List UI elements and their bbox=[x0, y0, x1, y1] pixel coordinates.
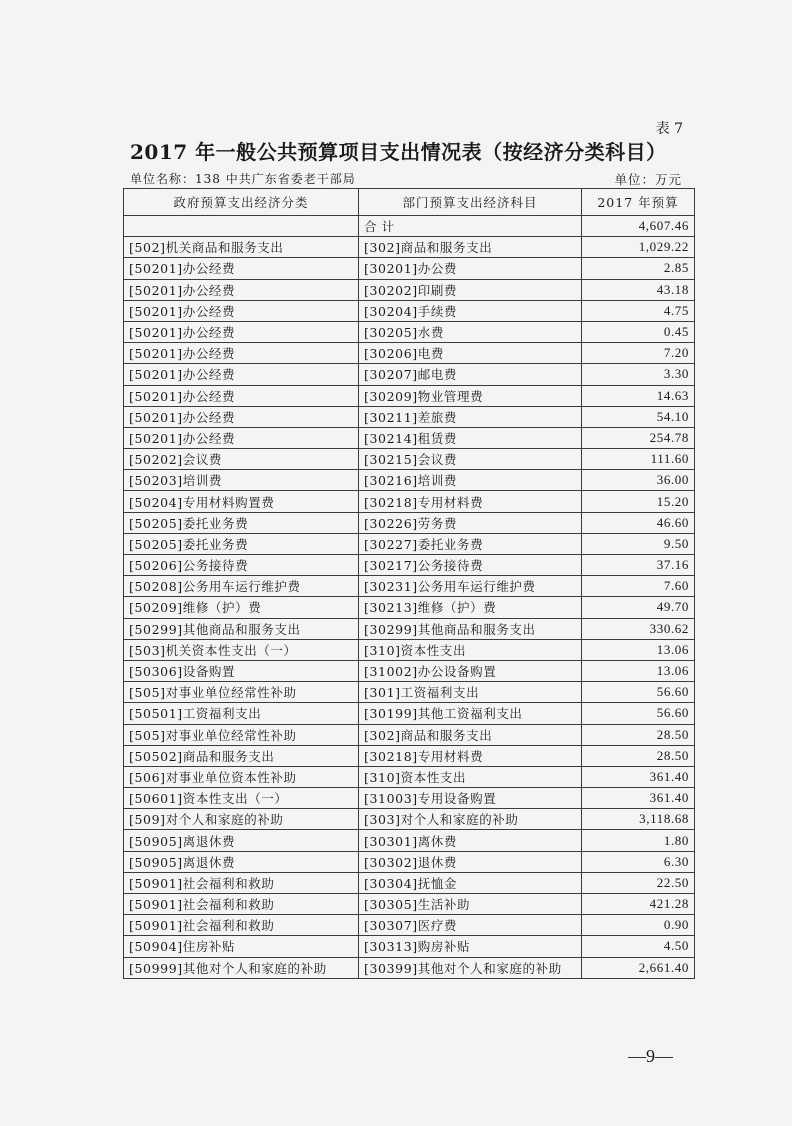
table-row bbox=[124, 470, 695, 491]
table-row bbox=[124, 639, 695, 660]
amount-cell: 28.50 bbox=[582, 724, 695, 745]
gov-category-cell: [50501]工资福利支出 bbox=[124, 703, 359, 724]
table-row bbox=[124, 576, 695, 597]
gov-category-cell: [50202]会议费 bbox=[124, 449, 359, 470]
gov-category-cell: [50201]办公经费 bbox=[124, 364, 359, 385]
amount-cell: 4.50 bbox=[582, 936, 695, 957]
gov-category-cell: [50905]离退休费 bbox=[124, 851, 359, 872]
table-row bbox=[124, 703, 695, 724]
gov-category-cell: [50201]办公经费 bbox=[124, 427, 359, 448]
amount-cell: 49.70 bbox=[582, 597, 695, 618]
dept-category-cell: [30227]委托业务费 bbox=[359, 533, 582, 554]
gov-category-cell: [506]对事业单位资本性补助 bbox=[124, 766, 359, 787]
amount-cell: 1.80 bbox=[582, 830, 695, 851]
dept-category-cell: [30199]其他工资福利支出 bbox=[359, 703, 582, 724]
gov-category-cell: [50201]办公经费 bbox=[124, 343, 359, 364]
gov-category-cell: [50206]公务接待费 bbox=[124, 555, 359, 576]
table-header-row bbox=[124, 189, 695, 216]
table-row bbox=[124, 872, 695, 893]
amount-cell: 1,029.22 bbox=[582, 237, 695, 258]
gov-category-cell: [50306]设备购置 bbox=[124, 660, 359, 681]
table-number-label: 表 7 bbox=[655, 121, 683, 137]
amount-cell: 254.78 bbox=[582, 427, 695, 448]
amount-cell: 28.50 bbox=[582, 745, 695, 766]
table-row bbox=[124, 660, 695, 681]
gov-category-cell: [505]对事业单位经常性补助 bbox=[124, 682, 359, 703]
gov-category-cell: [50209]维修（护）费 bbox=[124, 597, 359, 618]
gov-category-cell: [50999]其他对个人和家庭的补助 bbox=[124, 957, 359, 978]
amount-cell: 15.20 bbox=[582, 491, 695, 512]
gov-category-cell: [50601]资本性支出（一） bbox=[124, 788, 359, 809]
gov-category-cell: [50901]社会福利和救助 bbox=[124, 872, 359, 893]
column-header-gov: 政府预算支出经济分类 bbox=[124, 189, 359, 216]
dept-category-cell: [30213]维修（护）费 bbox=[359, 597, 582, 618]
table-row bbox=[124, 809, 695, 830]
amount-cell: 7.60 bbox=[582, 576, 695, 597]
dept-category-cell: [30299]其他商品和服务支出 bbox=[359, 618, 582, 639]
dept-category-cell: [30205]水费 bbox=[359, 321, 582, 342]
amount-cell: 46.60 bbox=[582, 512, 695, 533]
table-row bbox=[124, 491, 695, 512]
page-number: —9— bbox=[628, 1046, 673, 1066]
dept-category-cell: [30218]专用材料费 bbox=[359, 491, 582, 512]
amount-cell: 7.20 bbox=[582, 343, 695, 364]
amount-cell: 330.62 bbox=[582, 618, 695, 639]
dept-category-cell: [31002]办公设备购置 bbox=[359, 660, 582, 681]
dept-category-cell: [302]商品和服务支出 bbox=[359, 724, 582, 745]
gov-category-cell: [50502]商品和服务支出 bbox=[124, 745, 359, 766]
gov-category-cell: [50203]培训费 bbox=[124, 470, 359, 491]
dept-category-cell: [30211]差旅费 bbox=[359, 406, 582, 427]
table-row bbox=[124, 788, 695, 809]
dept-category-cell: [30215]会议费 bbox=[359, 449, 582, 470]
gov-category-cell: [503]机关资本性支出（一） bbox=[124, 639, 359, 660]
gov-category-cell: [50201]办公经费 bbox=[124, 321, 359, 342]
total-value: 4,607.46 bbox=[582, 216, 695, 237]
dept-category-cell: [30307]医疗费 bbox=[359, 915, 582, 936]
dept-category-cell: [30204]手续费 bbox=[359, 300, 582, 321]
column-header-amount: 2017 年预算 bbox=[582, 189, 695, 216]
table-row bbox=[124, 766, 695, 787]
table-row bbox=[124, 279, 695, 300]
table-row bbox=[124, 512, 695, 533]
total-label: 合 计 bbox=[359, 216, 582, 237]
amount-cell: 56.60 bbox=[582, 682, 695, 703]
dept-category-cell: [31003]专用设备购置 bbox=[359, 788, 582, 809]
unit-name: 单位名称：138 中共广东省委老干部局 bbox=[130, 172, 356, 186]
table-row bbox=[124, 258, 695, 279]
table-row bbox=[124, 237, 695, 258]
amount-cell: 3,118.68 bbox=[582, 809, 695, 830]
amount-cell: 54.10 bbox=[582, 406, 695, 427]
gov-category-cell: [505]对事业单位经常性补助 bbox=[124, 724, 359, 745]
amount-cell: 2.85 bbox=[582, 258, 695, 279]
table-row bbox=[124, 406, 695, 427]
amount-cell: 13.06 bbox=[582, 639, 695, 660]
dept-category-cell: [30202]印刷费 bbox=[359, 279, 582, 300]
dept-category-cell: [310]资本性支出 bbox=[359, 766, 582, 787]
amount-cell: 4.75 bbox=[582, 300, 695, 321]
amount-cell: 2,661.40 bbox=[582, 957, 695, 978]
gov-category-cell: [50205]委托业务费 bbox=[124, 533, 359, 554]
dept-category-cell: [302]商品和服务支出 bbox=[359, 237, 582, 258]
total-empty-cell bbox=[124, 216, 359, 237]
dept-category-cell: [30206]电费 bbox=[359, 343, 582, 364]
amount-cell: 421.28 bbox=[582, 894, 695, 915]
dept-category-cell: [30214]租赁费 bbox=[359, 427, 582, 448]
amount-cell: 22.50 bbox=[582, 872, 695, 893]
amount-cell: 56.60 bbox=[582, 703, 695, 724]
page-title: 2017 年一般公共预算项目支出情况表（按经济分类科目） bbox=[130, 140, 667, 164]
table-row bbox=[124, 851, 695, 872]
unit-label: 单位：万元 bbox=[614, 172, 682, 187]
dept-category-cell: [30305]生活补助 bbox=[359, 894, 582, 915]
table-row bbox=[124, 745, 695, 766]
dept-category-cell: [30399]其他对个人和家庭的补助 bbox=[359, 957, 582, 978]
table-row bbox=[124, 724, 695, 745]
gov-category-cell: [50299]其他商品和服务支出 bbox=[124, 618, 359, 639]
table-row bbox=[124, 957, 695, 978]
table-row bbox=[124, 894, 695, 915]
dept-category-cell: [310]资本性支出 bbox=[359, 639, 582, 660]
amount-cell: 6.30 bbox=[582, 851, 695, 872]
gov-category-cell: [50208]公务用车运行维护费 bbox=[124, 576, 359, 597]
gov-category-cell: [50201]办公经费 bbox=[124, 279, 359, 300]
table-row bbox=[124, 682, 695, 703]
amount-cell: 0.90 bbox=[582, 915, 695, 936]
dept-category-cell: [30304]抚恤金 bbox=[359, 872, 582, 893]
gov-category-cell: [50201]办公经费 bbox=[124, 258, 359, 279]
dept-category-cell: [30302]退休费 bbox=[359, 851, 582, 872]
gov-category-cell: [50201]办公经费 bbox=[124, 300, 359, 321]
gov-category-cell: [509]对个人和家庭的补助 bbox=[124, 809, 359, 830]
gov-category-cell: [50205]委托业务费 bbox=[124, 512, 359, 533]
dept-category-cell: [30201]办公费 bbox=[359, 258, 582, 279]
amount-cell: 43.18 bbox=[582, 279, 695, 300]
table-row bbox=[124, 449, 695, 470]
amount-cell: 0.45 bbox=[582, 321, 695, 342]
table-row bbox=[124, 321, 695, 342]
amount-cell: 3.30 bbox=[582, 364, 695, 385]
gov-category-cell: [50901]社会福利和救助 bbox=[124, 894, 359, 915]
table-row bbox=[124, 385, 695, 406]
dept-category-cell: [30218]专用材料费 bbox=[359, 745, 582, 766]
table-row bbox=[124, 936, 695, 957]
dept-category-cell: [30226]劳务费 bbox=[359, 512, 582, 533]
gov-category-cell: [50904]住房补贴 bbox=[124, 936, 359, 957]
gov-category-cell: [50201]办公经费 bbox=[124, 406, 359, 427]
gov-category-cell: [50905]离退休费 bbox=[124, 830, 359, 851]
amount-cell: 9.50 bbox=[582, 533, 695, 554]
table-row bbox=[124, 555, 695, 576]
amount-cell: 14.63 bbox=[582, 385, 695, 406]
budget-table bbox=[123, 188, 695, 979]
table-row bbox=[124, 427, 695, 448]
amount-cell: 36.00 bbox=[582, 470, 695, 491]
dept-category-cell: [30217]公务接待费 bbox=[359, 555, 582, 576]
gov-category-cell: [50901]社会福利和救助 bbox=[124, 915, 359, 936]
column-header-dept: 部门预算支出经济科目 bbox=[359, 189, 582, 216]
amount-cell: 111.60 bbox=[582, 449, 695, 470]
table-row bbox=[124, 618, 695, 639]
table-row bbox=[124, 915, 695, 936]
amount-cell: 13.06 bbox=[582, 660, 695, 681]
dept-category-cell: [301]工资福利支出 bbox=[359, 682, 582, 703]
dept-category-cell: [30301]离休费 bbox=[359, 830, 582, 851]
table-row bbox=[124, 597, 695, 618]
dept-category-cell: [30231]公务用车运行维护费 bbox=[359, 576, 582, 597]
gov-category-cell: [502]机关商品和服务支出 bbox=[124, 237, 359, 258]
gov-category-cell: [50201]办公经费 bbox=[124, 385, 359, 406]
amount-cell: 361.40 bbox=[582, 788, 695, 809]
total-row bbox=[124, 216, 695, 237]
dept-category-cell: [303]对个人和家庭的补助 bbox=[359, 809, 582, 830]
amount-cell: 37.16 bbox=[582, 555, 695, 576]
table-row bbox=[124, 364, 695, 385]
table-row bbox=[124, 830, 695, 851]
table-row bbox=[124, 300, 695, 321]
dept-category-cell: [30209]物业管理费 bbox=[359, 385, 582, 406]
gov-category-cell: [50204]专用材料购置费 bbox=[124, 491, 359, 512]
dept-category-cell: [30216]培训费 bbox=[359, 470, 582, 491]
dept-category-cell: [30313]购房补贴 bbox=[359, 936, 582, 957]
dept-category-cell: [30207]邮电费 bbox=[359, 364, 582, 385]
table-row bbox=[124, 533, 695, 554]
amount-cell: 361.40 bbox=[582, 766, 695, 787]
table-row bbox=[124, 343, 695, 364]
